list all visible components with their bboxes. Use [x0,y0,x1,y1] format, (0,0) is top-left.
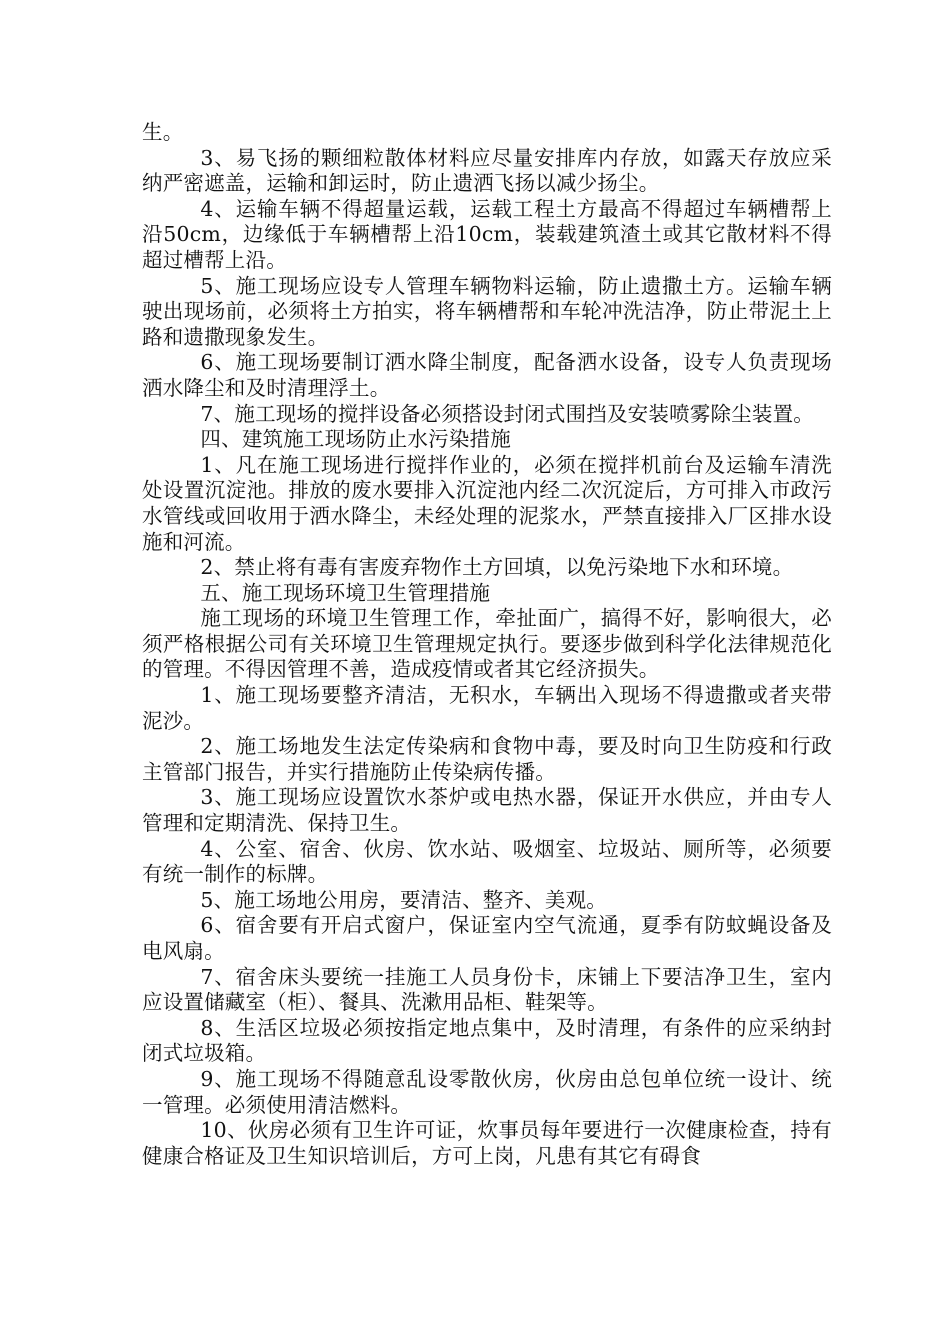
paragraph-sanitation-item-7: 7、宿舍床头要统一挂施工人员身份卡，床铺上下要洁净卫生，室内应设置储藏室（柜）、餐具、洗漱用品柜、鞋架等。 [142,964,832,1015]
paragraph-sanitation-item-4: 4、公室、宿舍、伙房、饮水站、吸烟室、垃圾站、厕所等，必须要有统一制作的标牌。 [142,836,832,887]
paragraph-sanitation-item-10: 10、伙房必须有卫生许可证，炊事员每年要进行一次健康检查，持有健康合格证及卫生知识培训后，方可上岗，凡患有其它有碍食 [142,1118,832,1168]
paragraph-sanitation-item-9: 9、施工现场不得随意乱设零散伙房，伙房由总包单位统一设计、统一管理。必须使用清洁燃料。 [142,1066,832,1117]
paragraph-dust-item-4: 4、运输车辆不得超量运载，运载工程土方最高不得超过车辆槽帮上沿50cm，边缘低于车辆槽帮上沿10cm，装载建筑渣土或其它散材料不得超过槽帮上沿。 [142,196,832,272]
paragraph-dust-item-7: 7、施工现场的搅拌设备必须搭设封闭式围挡及安装喷雾除尘装置。 [200,401,814,426]
paragraph-continuation: 生。 [142,120,184,144]
section-heading-sanitation: 五、施工现场环境卫生管理措施 [200,580,491,605]
paragraph-dust-item-3: 3、易飞扬的颗细粒散体材料应尽量安排库内存放，如露天存放应采纳严密遮盖，运输和卸运时，防止遗洒飞扬以减少扬尘。 [142,145,832,196]
paragraph-sanitation-item-2: 2、施工场地发生法定传染病和食物中毒，要及时向卫生防疫和行政主管部门报告，并实行措施防止传染病传播。 [142,734,832,784]
paragraph-water-item-2: 2、禁止将有毒有害废弃物作土方回填，以免污染地下水和环境。 [200,555,794,580]
paragraph-sanitation-item-5: 5、施工场地公用房，要清洁、整齐、美观。 [200,887,607,912]
paragraph-water-item-1: 1、凡在施工现场进行搅拌作业的，必须在搅拌机前台及运输车清洗处设置沉淀池。排放的废水要排入沉淀池内经二次沉淀后，方可排入市政污水管线或回收用于洒水降尘，未经处理的泥浆水，严禁直接排入厂区排水设施和河流。 [142,452,832,554]
paragraph-sanitation-intro: 施工现场的环境卫生管理工作，牵扯面广，搞得不好，影响很大，必须严格根据公司有关环境卫生管理规定执行。要逐步做到科学化法律规范化的管理。不得因管理不善，造成疫情或者其它经济损失。 [142,606,832,682]
paragraph-sanitation-item-6: 6、宿舍要有开启式窗户，保证室内空气流通，夏季有防蚊蝇设备及电风扇。 [142,913,832,963]
paragraph-dust-item-5: 5、施工现场应设专人管理车辆物料运输，防止遗撒土方。运输车辆驶出现场前，必须将土方拍实，将车辆槽帮和车轮冲洗洁净，防止带泥土上路和遗撒现象发生。 [142,273,832,349]
section-heading-water-pollution: 四、建筑施工现场防止水污染措施 [200,427,511,452]
paragraph-sanitation-item-3: 3、施工现场应设置饮水茶炉或电热水器，保证开水供应，并由专人管理和定期清洗、保持卫生。 [142,785,832,836]
paragraph-sanitation-item-1: 1、施工现场要整齐清洁，无积水，车辆出入现场不得遗撒或者夹带泥沙。 [142,683,832,733]
document-body [142,120,832,1169]
paragraph-dust-item-6: 6、施工现场要制订洒水降尘制度，配备洒水设备，设专人负责现场洒水降尘和及时清理浮土。 [142,350,832,400]
paragraph-sanitation-item-8: 8、生活区垃圾必须按指定地点集中，及时清理，有条件的应采纳封闭式垃圾箱。 [142,1015,832,1066]
